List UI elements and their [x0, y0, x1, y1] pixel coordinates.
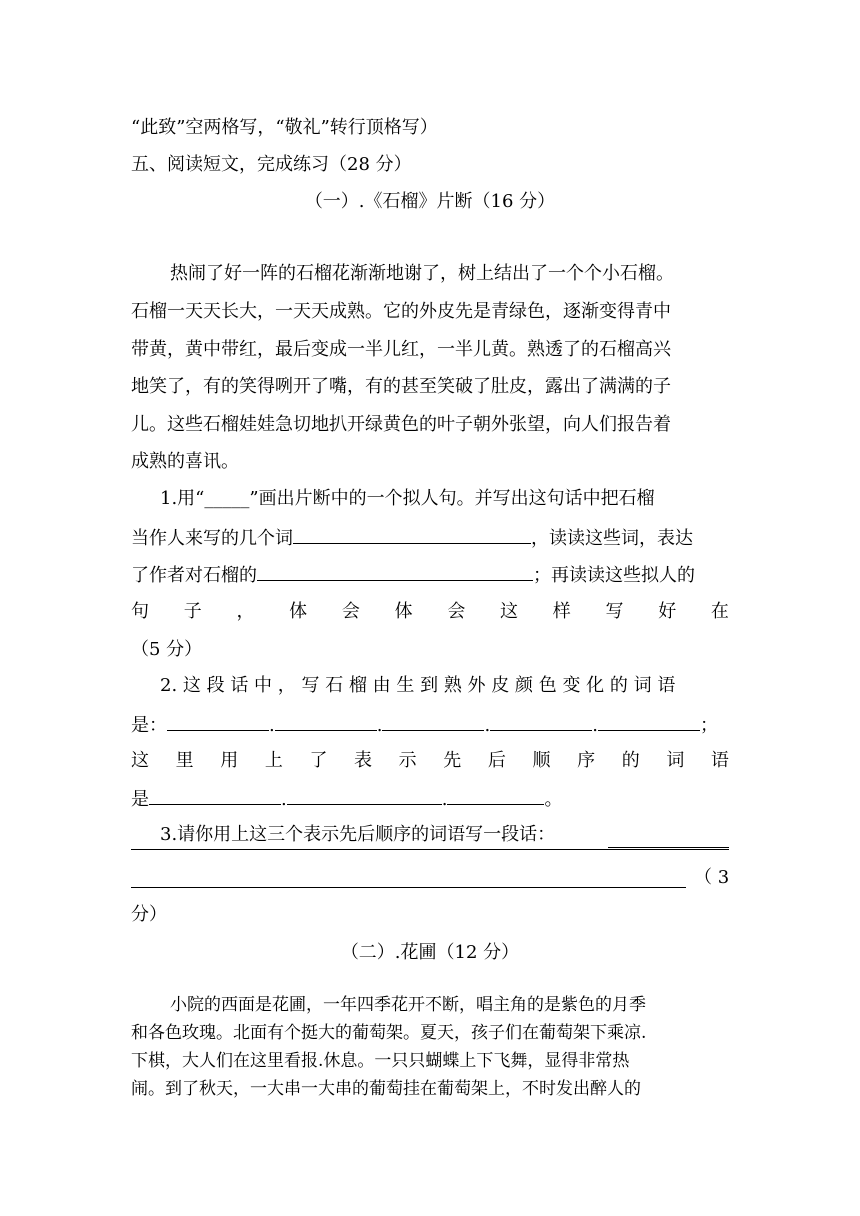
passage-one-line: 成熟的喜讯。 [131, 451, 239, 472]
question-three-line1 [160, 823, 729, 847]
question-one-line2 [131, 525, 729, 551]
char: 会 [341, 601, 360, 622]
char: 的 [621, 750, 640, 771]
char: 后 [487, 750, 506, 771]
char: 里 [175, 750, 194, 771]
char: 句 [131, 601, 149, 622]
question-text: ；再读读这些拟人的 [533, 565, 695, 586]
letter-format-note: “此致”空两格写，“敬礼”转行顶格写） [131, 117, 438, 138]
question-text: 3.请你用上这三个表示先后顺序的词语写一段话： [160, 824, 556, 845]
char: 好 [658, 601, 677, 622]
answer-blank[interactable] [382, 712, 484, 731]
passage-one-title: （一）.《石榴》片断（16 分） [304, 191, 556, 212]
question-text: 是： [131, 715, 167, 736]
char: 上 [264, 750, 283, 771]
char: 会 [447, 601, 466, 622]
answer-line[interactable] [131, 887, 686, 888]
answer-blank[interactable] [490, 712, 592, 731]
char: 语 [710, 750, 729, 771]
question-text: 是 [131, 789, 149, 810]
passage-one-line: 儿。这些石榴娃娃急切地扒开绿黄色的叶子朝外张望，向人们报告着 [131, 414, 671, 435]
section-five-heading: 五、阅读短文，完成练习（28 分） [131, 154, 412, 175]
answer-blank[interactable] [275, 712, 377, 731]
passage-two-line: 小院的西面是花圃，一年四季花开不断，唱主角的是紫色的月季 [170, 995, 646, 1015]
question-one-score: （5 分） [131, 639, 203, 660]
question-text: ，读读这些词，表达 [531, 528, 693, 549]
char: 用 [220, 750, 239, 771]
char: 示 [398, 750, 417, 771]
answer-blank[interactable] [293, 525, 531, 544]
question-one-line1: 1.用“_____”画出片断中的一个拟人句。并写出这句话中把石榴 [160, 488, 655, 509]
question-two-line3 [131, 749, 729, 773]
question-two-line2: 是： . . . . ； [131, 712, 729, 738]
char: 了 [309, 750, 328, 771]
passage-one-line: 石榴一天天长大，一天天成熟。它的外皮先是青绿色，逐渐变得青中 [131, 301, 671, 322]
passage-one-line: 地笑了，有的笑得咧开了嘴，有的甚至笑破了肚皮，露出了满满的子 [131, 376, 671, 397]
answer-blank[interactable] [167, 712, 269, 731]
char: 序 [577, 750, 596, 771]
answer-blank[interactable] [447, 786, 544, 805]
char: 这 [131, 750, 149, 771]
char: 在 [710, 601, 729, 622]
question-two-line4: 是 . . 。 [131, 786, 729, 812]
char: 这 [500, 601, 519, 622]
question-text: 。 [544, 789, 563, 810]
question-one-line3 [131, 562, 729, 588]
passage-two-line: 闹。到了秋天，一大串一大串的葡萄挂在葡萄架上，不时发出醉人的 [131, 1079, 641, 1099]
passage-two-title: （二）.花圃（12 分） [340, 942, 520, 963]
question-one-line4 [131, 600, 729, 624]
passage-one-line: 热闹了好一阵的石榴花渐渐地谢了，树上结出了一个个小石榴。 [170, 263, 674, 284]
char: 先 [443, 750, 462, 771]
char: 表 [354, 750, 373, 771]
question-text: 了作者对石榴的 [131, 565, 257, 586]
answer-blank[interactable] [257, 562, 533, 581]
char: 写 [605, 601, 624, 622]
question-three-score-unit: 分） [131, 904, 167, 925]
char: 子 [183, 601, 202, 622]
answer-blank[interactable] [287, 786, 442, 805]
question-three-score: （ 3 [694, 867, 730, 888]
char: 词 [666, 750, 685, 771]
char: 样 [552, 601, 571, 622]
char: 体 [394, 601, 413, 622]
char: 顺 [532, 750, 551, 771]
char: ， [236, 601, 255, 622]
passage-two-line: 和各色玫瑰。北面有个挺大的葡萄架。夏天，孩子们在葡萄架下乘凉. [131, 1023, 647, 1043]
question-text: 当作人来写的几个词 [131, 528, 293, 549]
answer-blank[interactable] [149, 786, 281, 805]
answer-line[interactable] [131, 849, 729, 850]
answer-line[interactable] [608, 847, 729, 848]
question-two-line1: 2. 这 段 话 中 ， 写 石 榴 由 生 到 熟 外 皮 颜 色 变 化 的 词 语 [160, 675, 676, 696]
answer-blank[interactable] [598, 712, 700, 731]
char: 体 [289, 601, 308, 622]
passage-two-line: 下棋，大人们在这里看报.休息。一只只蝴蝶上下飞舞，显得非常热 [131, 1051, 630, 1071]
passage-one-line: 带黄，黄中带红，最后变成一半儿红，一半儿黄。熟透了的石榴高兴 [131, 339, 671, 360]
